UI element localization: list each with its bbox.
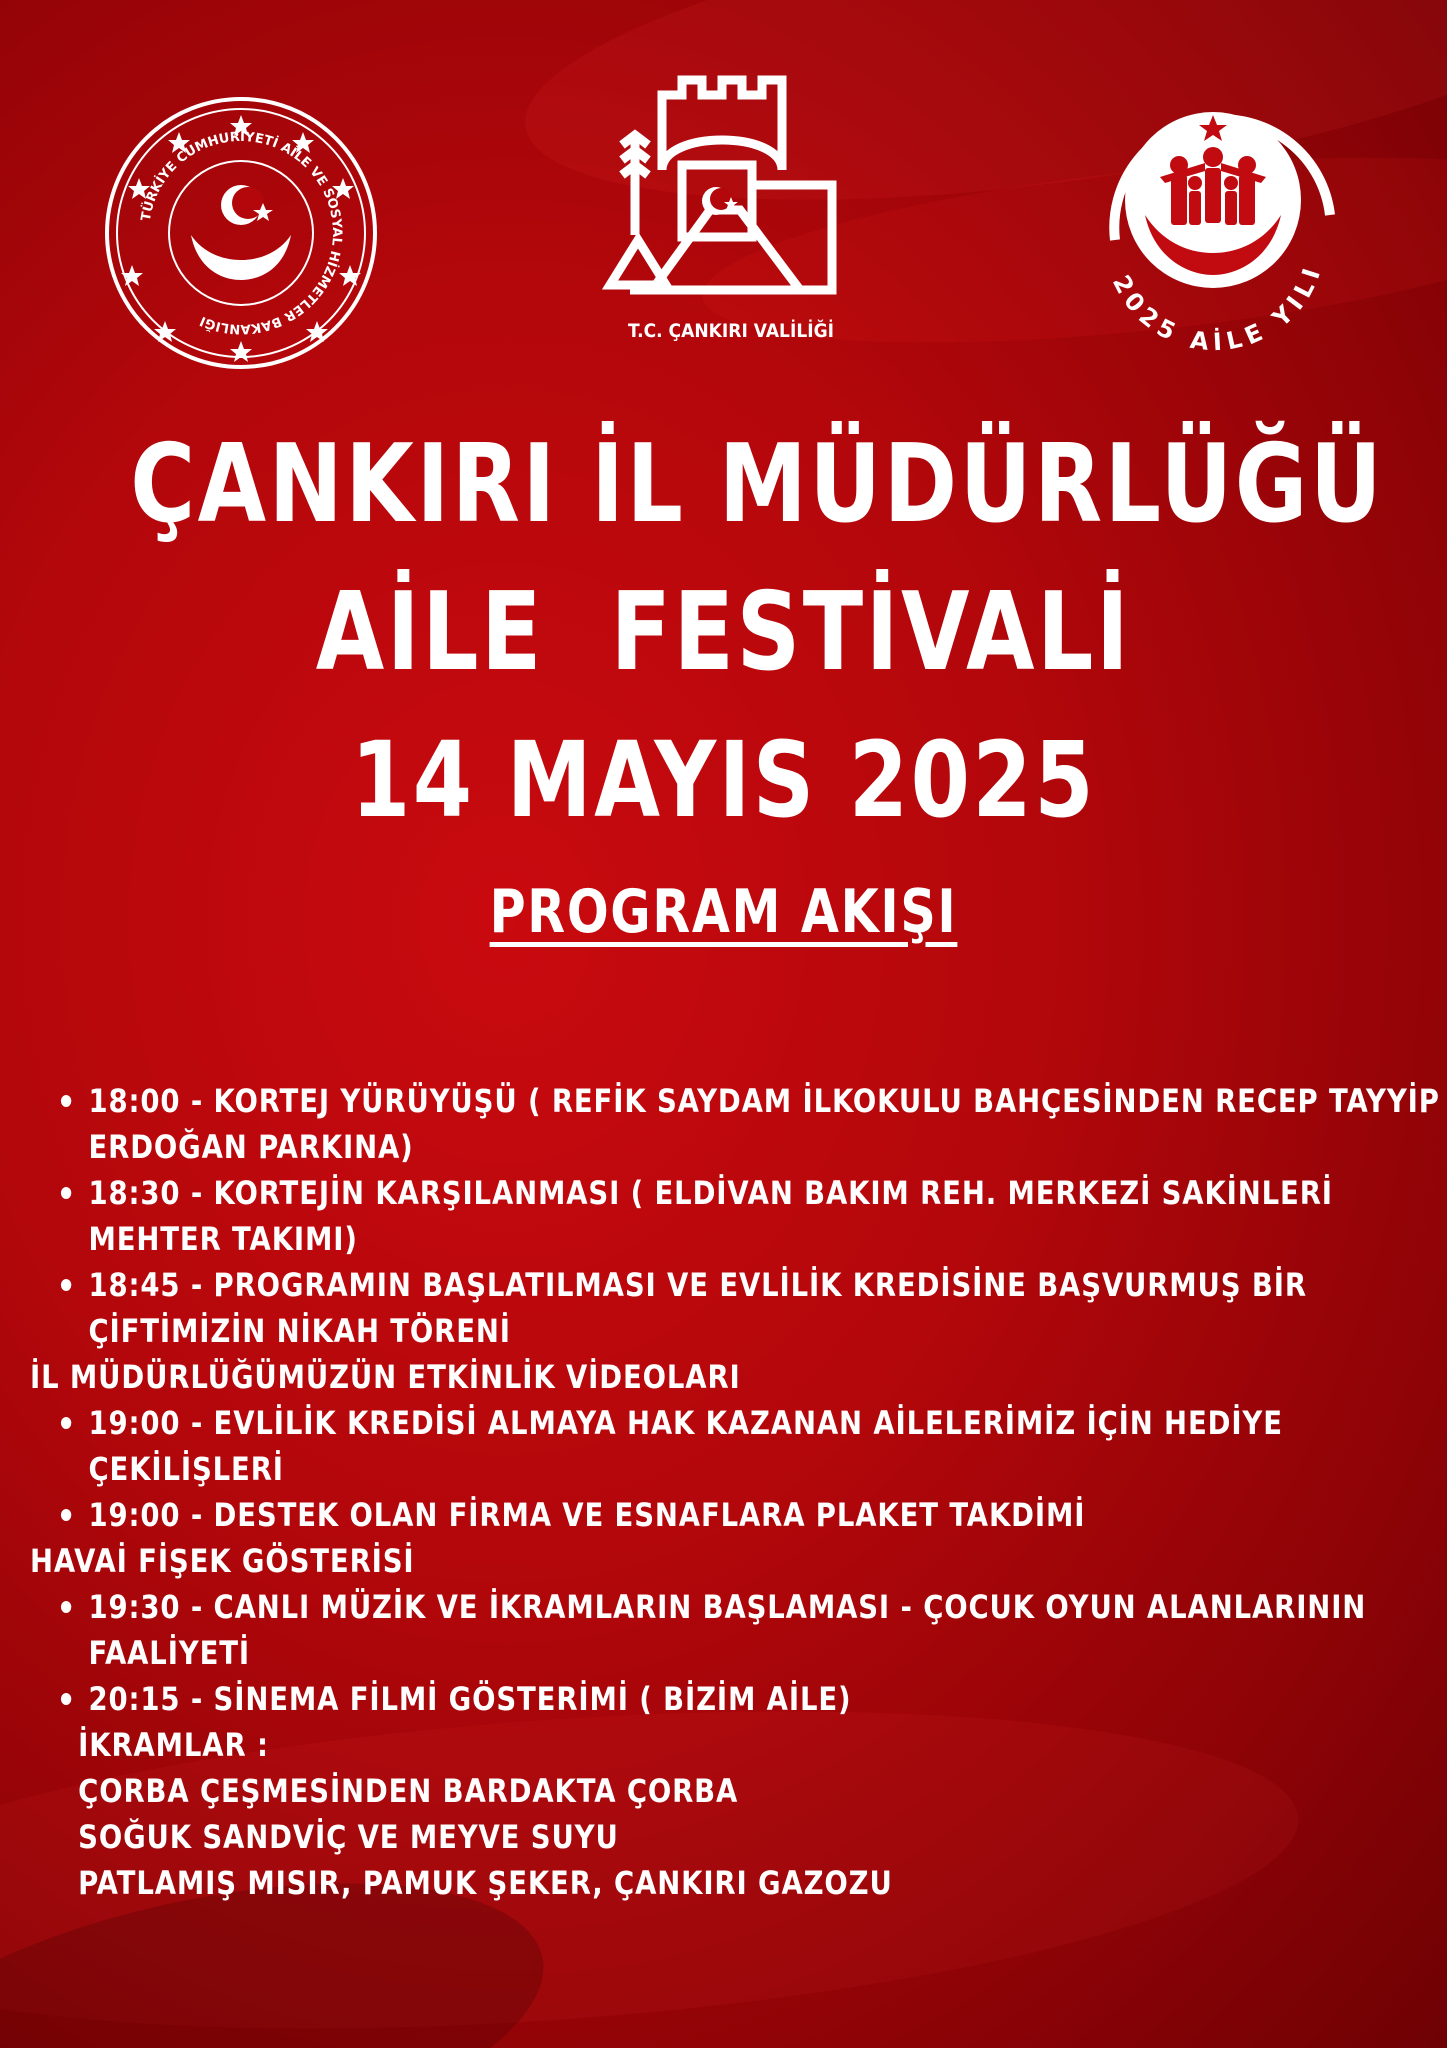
program-heading-text: PROGRAM AKIŞI bbox=[489, 877, 958, 947]
refreshments-heading: İKRAMLAR : bbox=[78, 1726, 269, 1764]
program-item-text: 19:00 - DESTEK OLAN FİRMA VE ESNAFLARA PLAKET TAKDİMİ bbox=[88, 1496, 1086, 1534]
program-item-1 bbox=[30, 1078, 1440, 1124]
refreshment-item-3: PATLAMIŞ MISIR, PAMUK ŞEKER, ÇANKIRI GAZOZU bbox=[78, 1864, 893, 1902]
program-item-text: 18:30 - KORTEJİN KARŞILANMASI ( ELDİVAN BAKIM REH. MERKEZİ SAKİNLERİ bbox=[88, 1174, 1333, 1212]
program-item-text: 19:00 - EVLİLİK KREDİSİ ALMAYA HAK KAZANAN AİLELERİMİZ İÇİN HEDİYE bbox=[88, 1404, 1283, 1442]
title-line-2: AİLE FESTİVALİ bbox=[315, 570, 1132, 695]
refreshment-item-1: ÇORBA ÇEŞMESİNDEN BARDAKTA ÇORBA bbox=[78, 1772, 739, 1810]
program-item-3-continued: ÇİFTİMİZİN NİKAH TÖRENİ bbox=[88, 1312, 511, 1350]
program-item-7 bbox=[30, 1676, 1243, 1722]
program-item-6-continued: FAALİYETİ bbox=[88, 1634, 250, 1672]
program-item-2-continued: MEHTER TAKIMI) bbox=[88, 1220, 358, 1258]
bullet-icon bbox=[61, 1693, 71, 1705]
program-item-text: 18:00 - KORTEJ YÜRÜYÜŞÜ ( REFİK SAYDAM İLKOKULU BAHÇESİNDEN RECEP TAYYİP bbox=[88, 1082, 1440, 1120]
bullet-icon bbox=[61, 1509, 71, 1521]
bullet-icon bbox=[61, 1601, 71, 1613]
program-heading bbox=[130, 872, 1317, 952]
title-line-1: ÇANKIRI İL MÜDÜRLÜĞÜ bbox=[130, 422, 1385, 547]
program-list bbox=[30, 1078, 1440, 1906]
family-year-logo bbox=[1075, 65, 1355, 365]
svg-text:2025 AİLE YILI: 2025 AİLE YILI bbox=[1106, 259, 1328, 357]
bullet-icon bbox=[61, 1187, 71, 1199]
program-item-3 bbox=[30, 1262, 1307, 1308]
ministry-seal-logo bbox=[103, 95, 379, 371]
svg-text:TÜRKİYE CUMHURİYETİ AİLE VE SO: TÜRKİYE CUMHURİYETİ AİLE VE SOSYAL HİZMETLER BAKANLIĞI bbox=[138, 129, 345, 337]
bullet-icon bbox=[61, 1417, 71, 1429]
program-standalone-videos: İL MÜDÜRLÜĞÜMÜZÜN ETKİNLİK VİDEOLARI bbox=[30, 1358, 741, 1396]
ministry-seal-icon bbox=[103, 95, 379, 371]
program-item-5 bbox=[30, 1492, 1243, 1538]
castle-icon bbox=[600, 75, 850, 315]
bullet-icon bbox=[61, 1095, 71, 1107]
refreshment-item-2: SOĞUK SANDVİÇ VE MEYVE SUYU bbox=[78, 1818, 619, 1856]
event-date: 14 MAYIS 2025 bbox=[351, 719, 1096, 841]
program-item-2 bbox=[30, 1170, 1333, 1216]
governorship-castle-logo bbox=[600, 75, 850, 342]
program-standalone-fireworks: HAVAİ FİŞEK GÖSTERİSİ bbox=[30, 1542, 415, 1580]
program-item-1-continued: ERDOĞAN PARKINA) bbox=[88, 1128, 414, 1166]
program-item-text: 19:30 - CANLI MÜZİK VE İKRAMLARIN BAŞLAMASI - ÇOCUK OYUN ALANLARININ bbox=[88, 1588, 1367, 1626]
program-item-text: 20:15 - SİNEMA FİLMİ GÖSTERİMİ ( BİZİM AİLE) bbox=[88, 1680, 852, 1718]
family-year-icon bbox=[1075, 65, 1355, 365]
program-item-text: 18:45 - PROGRAMIN BAŞLATILMASI VE EVLİLİK KREDİSİNE BAŞVURMUŞ BİR bbox=[88, 1266, 1307, 1304]
governorship-caption: T.C. ÇANKIRI VALİLİĞİ bbox=[628, 320, 834, 342]
bullet-icon bbox=[61, 1279, 71, 1291]
program-item-4 bbox=[30, 1400, 1283, 1446]
program-item-4-continued: ÇEKİLİŞLERİ bbox=[88, 1450, 284, 1488]
program-item-6 bbox=[30, 1584, 1367, 1630]
